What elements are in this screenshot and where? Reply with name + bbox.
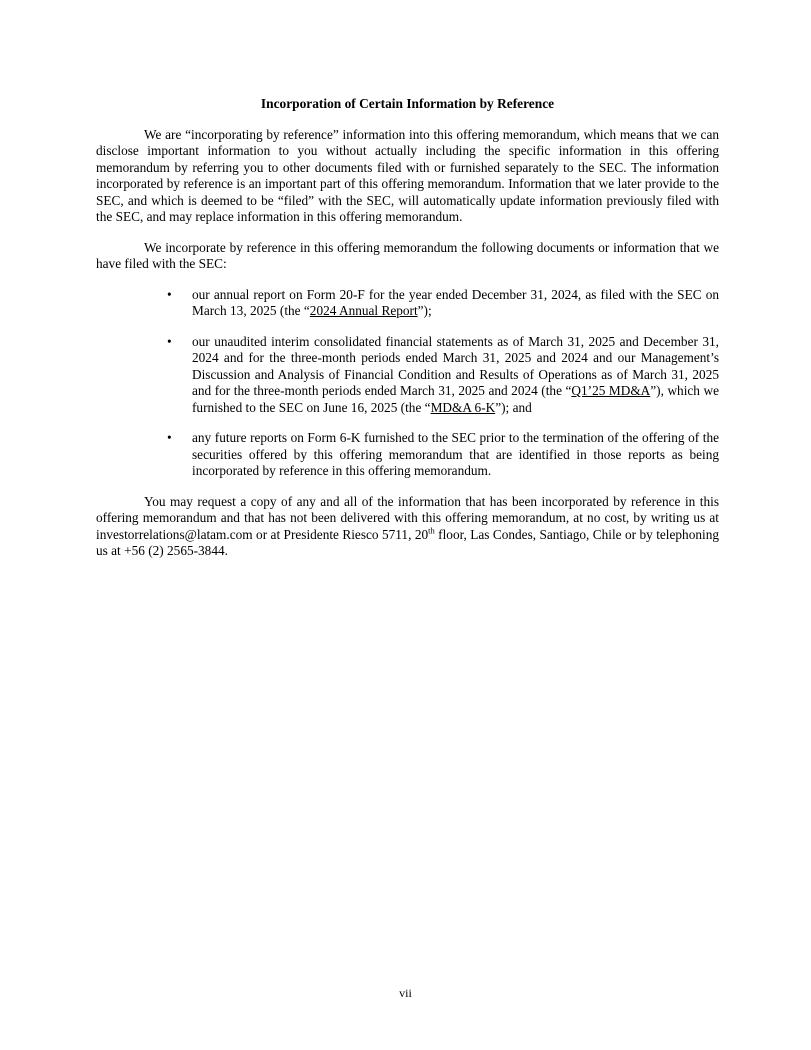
paragraph-text [96, 127, 719, 225]
text-run: ”), which we furnished to the SEC on June 16, 2025 (the “ [192, 383, 719, 415]
paragraph-text [96, 240, 719, 272]
paragraph [96, 240, 719, 273]
text-run: We incorporate by reference in this offering memorandum the following documents or information that we have filed with the SEC: [96, 239, 719, 271]
text-run: floor, Las Condes, Santiago, Chile or by telephoning us at +56 (2) 2565-3844. [96, 526, 719, 558]
text-run: our unaudited interim consolidated financial statements as of March 31, 2025 and December 31, 2024 and for the three-month periods ended March 31, 2025 and 2024 and our Management’s Discussion and Analysis of Financial Condition and Results of Operations as of March 31, 2025 and for the three-month periods ended March 31, 2025 and 2024 (the “ [192, 333, 719, 398]
bullet-icon: • [167, 333, 172, 349]
text-run: We are “incorporating by reference” information into this offering memorandum, which means that we can disclose important information to you without actually including the specific information in this offering memorandum by referring you to other documents filed with or furnished separately to the SEC. The information incorporated by reference is an important part of this offering memorandum. Information that we later provide to the SEC, and which is deemed to be “filed” with the SEC, will automatically update information previously filed with the SEC, and may replace information in this offering memorandum. [96, 126, 719, 224]
bullet-item [96, 287, 719, 320]
text-run: any future reports on Form 6-K furnished to the SEC prior to the termination of the offering of the securities offered by this offering memorandum that are identified in those reports as being incorporated by reference in this offering memorandum. [192, 430, 719, 478]
defined-term: Q1’25 MD&A [571, 383, 651, 398]
superscript-text: th [428, 525, 435, 536]
document-content [96, 96, 719, 560]
bullet-item [96, 430, 719, 480]
document-blocks [96, 127, 719, 560]
bullet-icon: • [167, 430, 172, 445]
bullet-text [192, 334, 719, 415]
bullet-item [96, 334, 719, 417]
section-title: Incorporation of Certain Information by Reference [260, 96, 555, 111]
text-run: You may request a copy of any and all of the information that has been incorporated by reference in this offering memorandum and that has not been delivered with this offering memorandum, at no cost, by writing us at investorrelations@latam.com or at Presidente Riesco 5711, 20 [96, 493, 719, 542]
defined-term: 2024 Annual Report [309, 303, 418, 318]
text-run: ”); and [495, 399, 532, 415]
defined-term: MD&A 6-K [430, 399, 496, 415]
bullet-text [192, 287, 719, 319]
bullet-icon: • [167, 286, 172, 302]
text-run: ”); [417, 303, 432, 318]
bullet-text [192, 430, 719, 478]
paragraph [96, 494, 719, 560]
page-number: vii [399, 986, 412, 1000]
paragraph-text [96, 494, 719, 559]
paragraph [96, 127, 719, 226]
text-run: our annual report on Form 20-F for the year ended December 31, 2024, as filed with the SEC on March 13, 2025 (the “ [192, 286, 719, 318]
